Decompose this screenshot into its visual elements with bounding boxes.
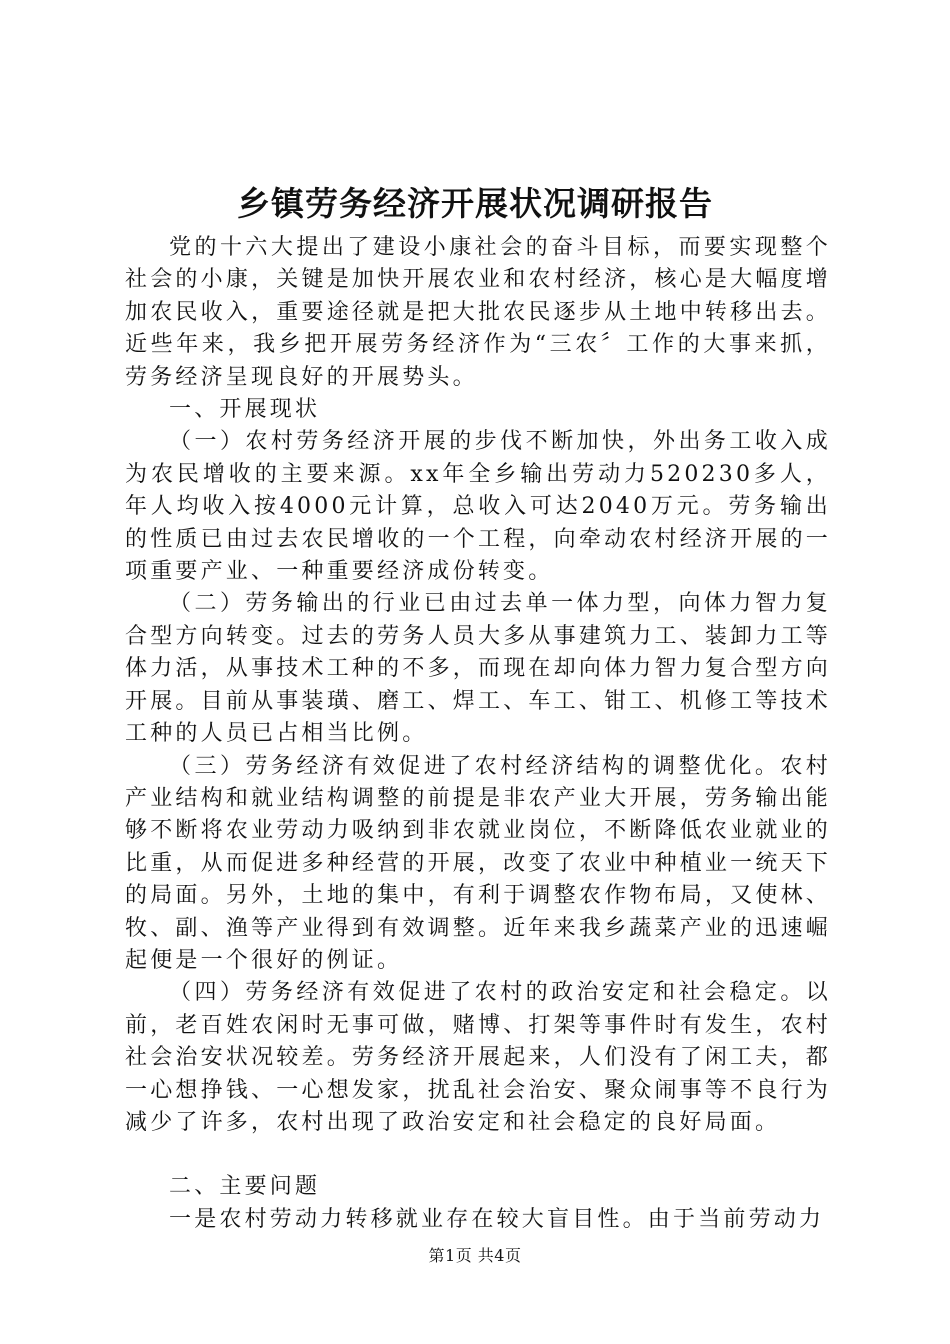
page-number-footer: 第1页 共4页 [428,1246,522,1265]
document-title: 乡镇劳务经济开展状况调研报告 [237,184,713,223]
problems-paragraph-1: 一是农村劳动力转移就业存在较大盲目性。由于当前劳动力 [169,1206,825,1232]
intro-paragraph: 党的十六大提出了建设小康社会的奋斗目标，而要实现整个社会的小康，关键是加快开展农业和农村经济，核心是大幅度增加农民收入，重要途径就是把大批农民逐步从土地中转移出去。近些年来，我乡把开展劳务经济作为“三农〞工作的大事来抓，劳务经济呈现良好的开展势头。 [125,235,831,390]
section-heading-status: 一、开展现状 [169,397,321,423]
section-heading-problems: 二、主要问题 [169,1174,321,1200]
status-paragraph-4: （四）劳务经济有效促进了农村的政治安定和社会稳定。以前，老百姓农闲时无事可做，赌博、打架等事件时有发生，农村社会治安状况较差。劳务经济开展起来，人们没有了闲工夫，都一心想挣钱、一心想发家，扰乱社会治安、聚众闹事等不良行为减少了许多，农村出现了政治安定和社会稳定的良好局面。 [125,980,831,1135]
status-paragraph-2: （二）劳务输出的行业已由过去单一体力型，向体力智力复合型方向转变。过去的劳务人员大多从事建筑力工、装卸力工等体力活，从事技术工种的不多，而现在却向体力智力复合型方向开展。目前从事装璜、磨工、焊工、车工、钳工、机修工等技术工种的人员已占相当比例。 [125,591,831,747]
status-paragraph-1: （一）农村劳务经济开展的步伐不断加快，外出务工收入成为农民增收的主要来源。xx年全乡输出劳动力520230多人，年人均收入按4000元计算，总收入可达2040万元。劳务输出的性质已由过去农民增收的一个工程，向牵动农村经济开展的一项重要产业、一种重要经济成份转变。 [125,429,831,585]
status-paragraph-3: （三）劳务经济有效促进了农村经济结构的调整优化。农村产业结构和就业结构调整的前提是非农产业大开展，劳务输出能够不断将农业劳动力吸纳到非农就业岗位，不断降低农业就业的比重，从而促进多种经营的开展，改变了农业中种植业一统天下的局面。另外，土地的集中，有利于调整农作物布局，又使林、牧、副、渔等产业得到有效调整。近年来我乡蔬菜产业的迅速崛起便是一个很好的例证。 [125,753,831,973]
document-body [125,232,831,1236]
